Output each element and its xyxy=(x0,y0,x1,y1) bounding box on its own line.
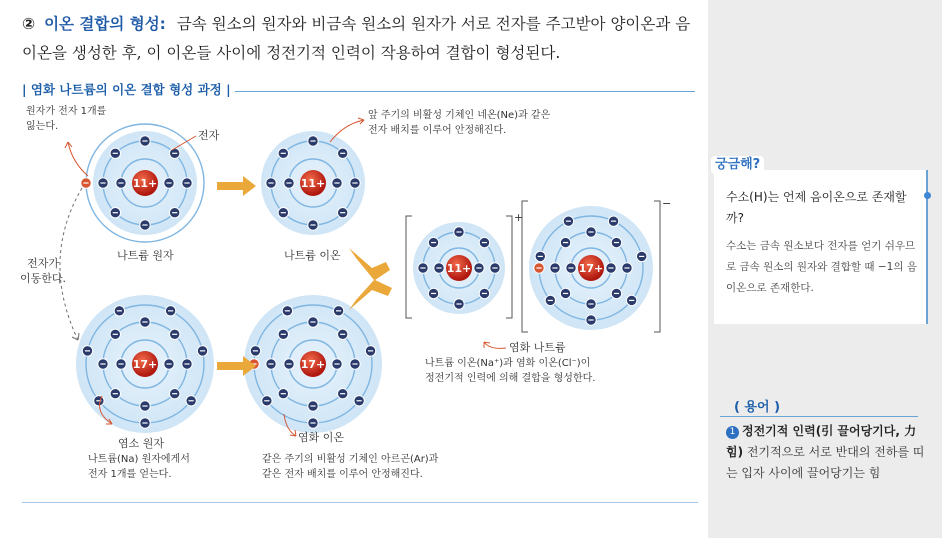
bracket-left-1 xyxy=(406,216,412,318)
nacl-chloride-ion-electron-sign xyxy=(566,221,571,222)
term-headword: 정전기적 인력(引 끌어당기다, 力 힘) xyxy=(726,424,917,459)
lose-callout xyxy=(68,142,88,176)
chlorine-atom-electron-sign xyxy=(118,363,123,364)
question-answer: 수소는 금속 원소보다 전자를 얻기 쉬우므로 금속 원소의 원자와 결합할 때 −1의 음이온으로 존재한다. xyxy=(726,240,917,294)
bracket-right-2 xyxy=(654,201,660,332)
chloride-ion-electron-sign xyxy=(310,405,315,406)
nacl-chloride-ion-electron-sign xyxy=(624,267,629,268)
chloride-ion-electron-sign xyxy=(352,363,357,364)
sodium-ion-nucleus-label: 11+ xyxy=(300,177,326,190)
figure-title: | 염화 나트륨의 이온 결합 형성 과정 | xyxy=(22,80,237,98)
nacl-sodium-ion-electron-sign xyxy=(476,267,481,268)
chlorine-atom-electron-sign xyxy=(113,393,118,394)
sodium-atom-label: 나트륨 원자 xyxy=(117,249,174,262)
nacl-chloride-ion-electron-sign xyxy=(552,267,557,268)
nacl-chloride-ion-electron-sign xyxy=(608,267,613,268)
sodium-ion-label: 나트륨 이온 xyxy=(284,249,341,262)
chlorine-atom-electron-sign xyxy=(100,363,105,364)
nacl-sodium-ion-electron-sign xyxy=(482,293,487,294)
chlorine-atom-electron-sign xyxy=(200,350,205,351)
nacl-chloride-ion-electron-sign xyxy=(639,256,644,257)
sodium-atom-nucleus-label: 11+ xyxy=(132,177,158,190)
sodium-ion-electron-sign xyxy=(286,182,291,183)
sodium-atom-electron-sign xyxy=(172,212,177,213)
chloride-ion-label: 염화 이온 xyxy=(298,431,345,444)
chlorine-atom-label: 염소 원자 xyxy=(118,437,165,450)
sodium-atom-electron-sign xyxy=(184,182,189,183)
combine-arrow xyxy=(349,248,392,310)
chlorine-atom-electron-sign xyxy=(166,363,171,364)
nacl-note: 나트륨 이온(Na⁺)과 염화 이온(Cl⁻)이 정전기적 인력에 의해 결합을 형성한다. xyxy=(425,358,596,384)
sodium-atom-electron-sign xyxy=(118,182,123,183)
nacl-chloride-ion-nucleus-label: 17+ xyxy=(578,262,604,275)
chloride-ion-electron-sign xyxy=(253,350,258,351)
nacl-chloride-ion-electron-sign xyxy=(611,221,616,222)
nacl-sodium-ion-electron-sign xyxy=(492,267,497,268)
sodium-atom-electron-sign xyxy=(100,182,105,183)
term-title: ( 용어 ) xyxy=(734,400,781,415)
bullet-dot-icon xyxy=(924,192,931,199)
term-number-badge: 1 xyxy=(726,426,739,439)
lose-note: 원자가 전자 1개를 잃는다. xyxy=(26,106,107,132)
chlorine-atom-electron-sign xyxy=(142,321,147,322)
bottom-rule xyxy=(22,502,698,503)
section-title: 이온 결합의 형성: xyxy=(44,15,166,33)
arrow-ionize-na xyxy=(217,176,256,196)
argon-note: 같은 주기의 비활성 기체인 아르곤(Ar)과 같은 전자 배치를 이루어 안정해진다. xyxy=(262,454,439,480)
nacl-sodium-ion-electron-sign xyxy=(456,231,461,232)
nacl-chloride-ion-electron-sign xyxy=(588,303,593,304)
chlorine-atom-electron-sign xyxy=(142,422,147,423)
sodium-atom-electron-sign xyxy=(113,153,118,154)
nacl-chloride-ion-electron-sign xyxy=(588,231,593,232)
chloride-ion-electron-sign xyxy=(336,310,341,311)
nacl-chloride-ion-electron-sign xyxy=(568,267,573,268)
nacl-chloride-ion-electron-sign xyxy=(614,242,619,243)
chlorine-atom-electron-sign xyxy=(189,400,194,401)
chlorine-atom-electron-sign xyxy=(85,350,90,351)
sodium-ion-electron-sign xyxy=(281,212,286,213)
bracket-right-1 xyxy=(506,216,512,318)
section-number: ② xyxy=(22,15,36,33)
chloride-ion-nucleus-label: 17+ xyxy=(300,358,326,371)
sodium-ion-electron-sign xyxy=(340,153,345,154)
sodium-atom-electron-sign xyxy=(142,224,147,225)
nacl-gained-electron-sign xyxy=(536,267,541,268)
chloride-ion-electron-sign xyxy=(285,310,290,311)
chlorine-atom-electron-sign xyxy=(172,393,177,394)
nacl-chloride-ion-electron-sign xyxy=(563,293,568,294)
chloride-ion-electron-sign xyxy=(264,400,269,401)
nacl-chloride-ion-electron-sign xyxy=(538,256,543,257)
question-title: 수소(H)는 언제 음이온으로 존재할까? xyxy=(726,190,907,225)
chloride-ion-electron-sign xyxy=(281,393,286,394)
sodium-valence-electron-sign xyxy=(83,182,88,183)
chloride-ion-electron-sign xyxy=(340,334,345,335)
term-def-text: 전기적으로 서로 반대의 전하를 띠는 입자 사이에 끌어당기는 힘 xyxy=(726,445,925,480)
nacl-sodium-ion-electron-sign xyxy=(420,267,425,268)
sodium-ion-electron-sign xyxy=(334,182,339,183)
chlorine-atom-nucleus-label: 17+ xyxy=(132,358,158,371)
nacl-sodium-ion-electron-sign xyxy=(431,293,436,294)
chlorine-atom-electron-sign xyxy=(113,334,118,335)
sodium-atom-electron-sign xyxy=(142,140,147,141)
sodium-ion-electron-sign xyxy=(268,182,273,183)
chloride-ion-electron-sign xyxy=(368,350,373,351)
minus-charge: − xyxy=(662,197,672,210)
chloride-ion-electron-sign xyxy=(310,422,315,423)
sodium-atom-electron-sign xyxy=(113,212,118,213)
plus-charge: + xyxy=(514,211,524,224)
nacl-chloride-ion-electron-sign xyxy=(548,300,553,301)
chlorine-atom-electron-sign xyxy=(184,363,189,364)
neon-note: 앞 주기의 비활성 기체인 네온(Ne)과 같은 전자 배치를 이루어 안정해진다. xyxy=(368,110,551,136)
chloride-ion-electron-sign xyxy=(286,363,291,364)
sodium-atom-electron-sign xyxy=(172,153,177,154)
section-body: 금속 원소의 원자와 비금속 원소의 원자가 서로 전자를 주고받아 양이온과 음이온을 생성한 후, 이 이온들 사이에 정전기적 인력이 작용하여 결합이 형성된다. xyxy=(22,15,691,62)
nacl-chloride-ion-electron-sign xyxy=(614,293,619,294)
chlorine-atom-electron-sign xyxy=(172,334,177,335)
term-definition xyxy=(726,421,926,484)
chloride-ion-electron-sign xyxy=(340,393,345,394)
chloride-ion-electron-sign xyxy=(334,363,339,364)
chlorine-atom-electron-sign xyxy=(117,310,122,311)
sodium-ion-electron-sign xyxy=(352,182,357,183)
electron-moves-label: 전자가 이동한다. xyxy=(20,257,67,285)
nacl-chloride-ion-electron-sign xyxy=(588,319,593,320)
chlorine-atom-electron-sign xyxy=(168,310,173,311)
chlorine-gain-note: 나트륨(Na) 원자에게서 전자 1개를 얻는다. xyxy=(88,454,190,480)
nacl-chloride-ion-electron-sign xyxy=(563,242,568,243)
sodium-atom-electron-sign xyxy=(166,182,171,183)
term-rule xyxy=(720,416,918,417)
sodium-ion-electron-sign xyxy=(281,153,286,154)
nacl-sodium-ion-electron-sign xyxy=(436,267,441,268)
chloride-ion-electron-sign xyxy=(357,400,362,401)
nacl-sodium-ion-nucleus-label: 11+ xyxy=(446,262,472,275)
sodium-ion-electron-sign xyxy=(310,224,315,225)
chloride-ion-electron-sign xyxy=(310,321,315,322)
nacl-sodium-ion-electron-sign xyxy=(456,303,461,304)
chlorine-atom-electron-sign xyxy=(142,405,147,406)
sodium-ion-electron-sign xyxy=(340,212,345,213)
nacl-sodium-ion-electron-sign xyxy=(482,242,487,243)
nacl-chloride-ion-electron-sign xyxy=(629,300,634,301)
sodium-ion-electron-sign xyxy=(310,140,315,141)
nacl-sodium-ion-electron-sign xyxy=(431,242,436,243)
chloride-ion-electron-sign xyxy=(268,363,273,364)
question-tag: 궁금해? xyxy=(711,156,764,174)
nacl-label: 염화 나트륨 xyxy=(509,341,566,354)
chloride-ion-electron-sign xyxy=(281,334,286,335)
electron-label: 전자 xyxy=(198,129,220,142)
